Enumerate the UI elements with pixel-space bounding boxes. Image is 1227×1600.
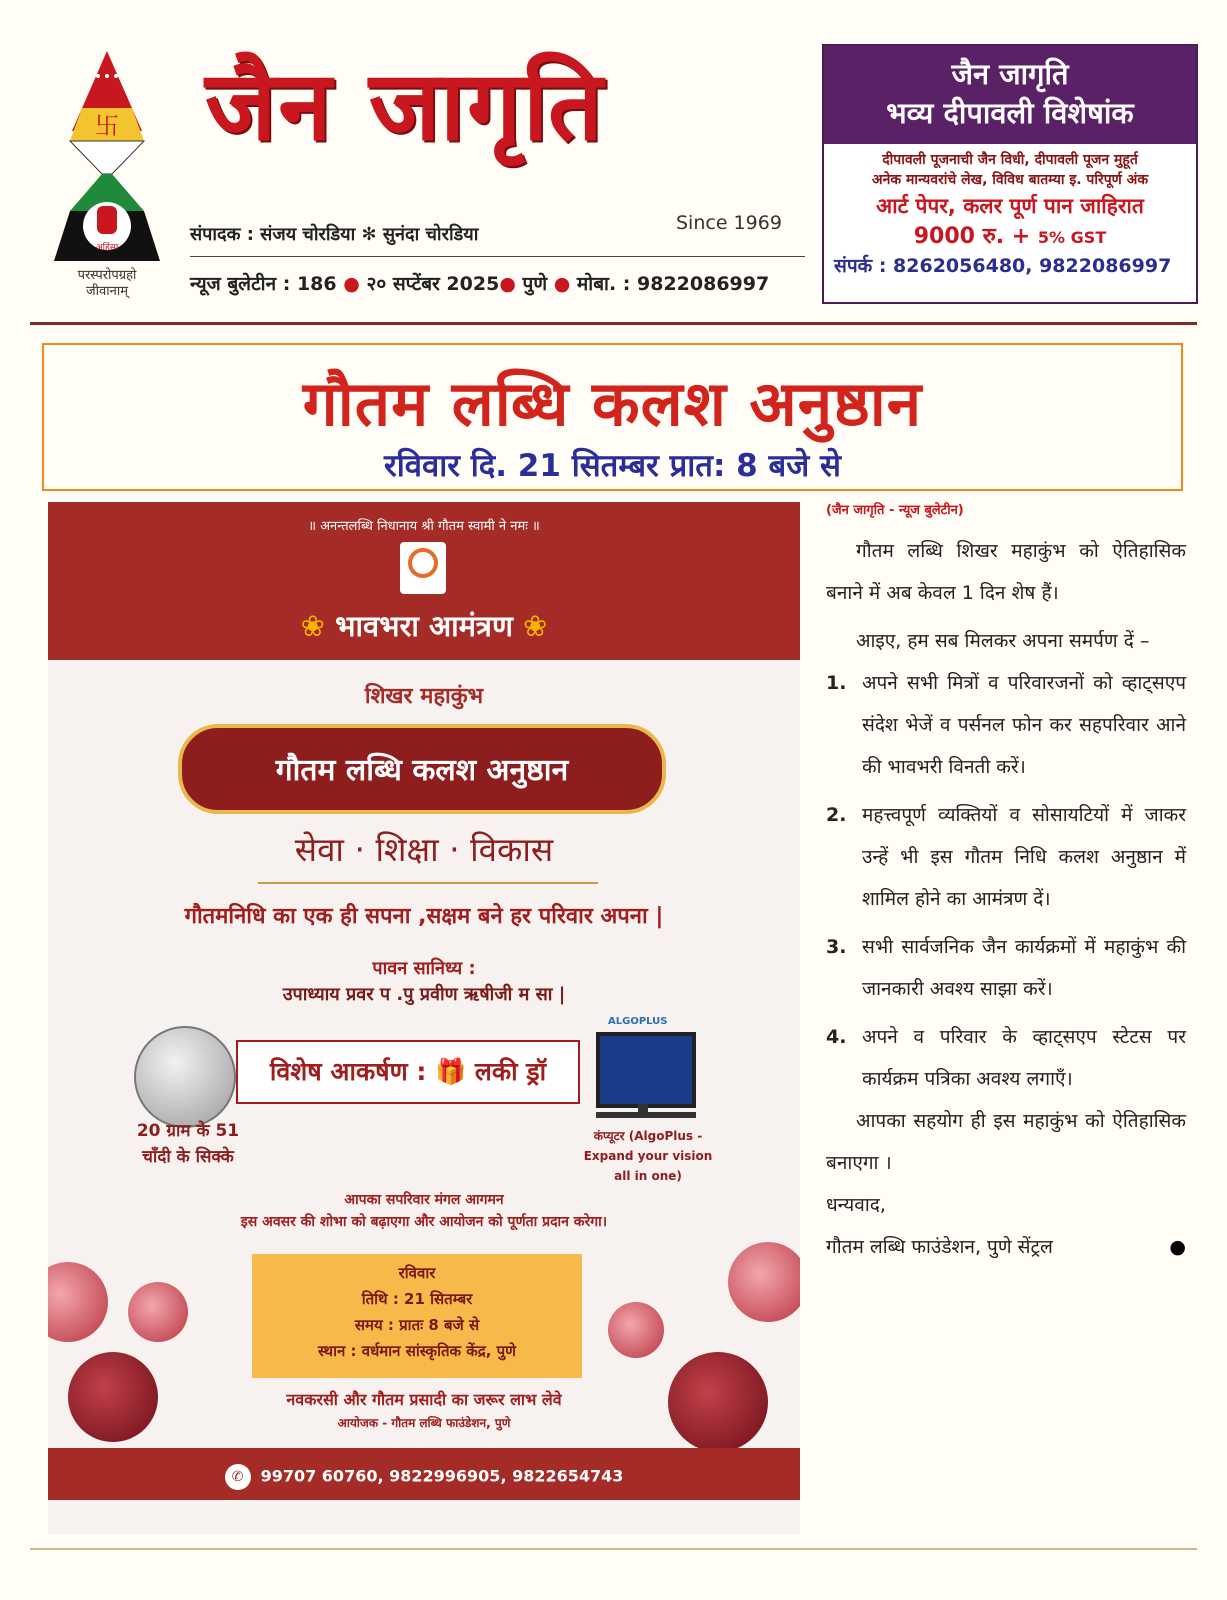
flower-icon: ❀ bbox=[300, 609, 325, 643]
card-mangal-line2: इस अवसर की शोभा को बढ़ाएगा और आयोजन को पूर्णता प्रदान करेगा। bbox=[240, 1214, 608, 1230]
ad-gst: 5% GST bbox=[1037, 228, 1107, 247]
card-pavan-label: पावन सानिध्य : bbox=[372, 958, 476, 979]
ad-header bbox=[824, 46, 1196, 144]
list-item-number: 2. bbox=[826, 804, 847, 826]
list-item-text: अपने व परिवार के व्हाट्सएप स्टेटस पर कार्यक्रम पत्रिका अवश्य लगाएँ। bbox=[862, 1026, 1186, 1090]
rose-decoration bbox=[48, 1262, 108, 1342]
list-item-text: सभी सार्वजनिक जैन कार्यक्रमों में महाकुंभ की जानकारी अवश्य साझा करें। bbox=[862, 936, 1186, 1000]
list-item bbox=[826, 662, 1186, 788]
card-phones bbox=[48, 1464, 800, 1490]
article-source: (जैन जागृति - न्यूज बुलेटीन) bbox=[826, 503, 964, 518]
event-logo bbox=[400, 542, 446, 594]
emblem-motto-line1: परस्परोपग्रहो bbox=[77, 268, 137, 283]
computer-caption-line2: Expand your vision bbox=[583, 1149, 713, 1163]
computer-caption bbox=[568, 1126, 728, 1186]
coin-caption bbox=[98, 1118, 278, 1170]
article-paragraph: आपका सहयोग ही इस महाकुंभ को ऐतिहासिक बनाएगा । bbox=[826, 1110, 1186, 1174]
article-signature-text: गौतम लब्धि फाउंडेशन, पुणे सेंट्रल bbox=[826, 1236, 1053, 1258]
article-steps bbox=[826, 662, 1186, 1100]
event-day: रविवार bbox=[398, 1264, 436, 1282]
computer-icon bbox=[596, 1032, 696, 1108]
editors-line: संपादक : संजय चोरडिया ✻ सुनंदा चोरडिया bbox=[190, 224, 479, 245]
article-paragraph: आइए, हम सब मिलकर अपना समर्पण दें – bbox=[856, 630, 1150, 652]
svg-text:卐: 卐 bbox=[95, 112, 119, 140]
bulletin-city: पुणे bbox=[522, 273, 548, 295]
card-shloka: ॥ अनन्तलब्धि निधानाय श्री गौतम स्वामी ने नमः ॥ bbox=[308, 519, 540, 534]
separator-dot: ● bbox=[553, 273, 571, 295]
card-motto: सेवा · शिक्षा · विकास bbox=[294, 830, 554, 869]
event-place: स्थान : वर्धमान सांस्कृतिक केंद्र, पुणे bbox=[317, 1342, 517, 1360]
diwali-ad-box bbox=[822, 44, 1198, 304]
ad-price-value: 9000 रु. + bbox=[913, 224, 1031, 249]
bulletin-info bbox=[190, 270, 769, 296]
ad-title1: जैन जागृति bbox=[951, 57, 1069, 91]
bulletin-date: २० सप्टेंबर 2025 bbox=[366, 273, 500, 295]
coin-caption-line2: चाँदी के सिक्के bbox=[142, 1147, 234, 1167]
headline-subtitle: रविवार दि. 21 सितम्बर प्रात: 8 बजे से bbox=[384, 448, 841, 484]
list-item-number: 4. bbox=[826, 1026, 847, 1048]
ad-line1: दीपावली पूजनाची जैन विधी, दीपावली पूजन मुहूर्त bbox=[882, 152, 1138, 168]
ad-contact: संपर्क : 8262056480, 9822086997 bbox=[834, 255, 1172, 277]
list-item-number: 3. bbox=[826, 936, 847, 958]
flower-icon: ❀ bbox=[523, 609, 548, 643]
jain-emblem bbox=[52, 46, 162, 296]
invitation-card bbox=[48, 502, 800, 1534]
rose-decoration bbox=[728, 1242, 800, 1322]
card-organizer: आयोजक - गौतम लब्धि फाउंडेशन, पुणे bbox=[337, 1416, 511, 1430]
list-item bbox=[826, 1016, 1186, 1100]
card-aamantran-text: भावभरा आमंत्रण bbox=[335, 609, 513, 643]
computer-caption-line3: all in one) bbox=[614, 1169, 682, 1183]
silver-coin-icon bbox=[134, 1026, 236, 1128]
ad-line3: आर्ट पेपर, कलर पूर्ण पान जाहिरात bbox=[876, 194, 1144, 218]
card-navkarsi: नवकरसी और गौतम प्रसादी का जरूर लाभ लेवे bbox=[286, 1390, 562, 1409]
card-title: गौतम लब्धि कलश अनुष्ठान bbox=[275, 753, 569, 788]
since-year: Since 1969 bbox=[676, 212, 782, 234]
card-shikhar: शिखर महाकुंभ bbox=[364, 684, 484, 709]
computer-caption-line1: कंप्यूटर (AlgoPlus - bbox=[593, 1129, 703, 1143]
ornament-divider bbox=[258, 882, 598, 884]
separator-dot: ● bbox=[499, 273, 516, 295]
rose-decoration bbox=[608, 1302, 664, 1358]
bulletin-mobile: मोबा. : 9822086997 bbox=[576, 273, 770, 295]
card-phone-numbers: 99707 60760, 9822996905, 9822654743 bbox=[260, 1466, 624, 1486]
article-column bbox=[826, 500, 1186, 1268]
masthead-divider bbox=[30, 322, 1197, 325]
event-date: तिथि : 21 सितम्बर bbox=[361, 1290, 473, 1308]
card-aamantran bbox=[48, 606, 800, 645]
list-item bbox=[826, 794, 1186, 920]
card-upadhyay: उपाध्याय प्रवर प .पु प्रवीण ऋषीजी म सा | bbox=[282, 984, 566, 1005]
end-mark: ● bbox=[1169, 1236, 1186, 1258]
separator-dot: ● bbox=[343, 273, 360, 295]
ad-price bbox=[824, 220, 1196, 250]
list-item bbox=[826, 926, 1186, 1010]
card-mangal-line1: आपका सपरिवार मंगल आगमन bbox=[344, 1192, 504, 1208]
article-paragraph: गौतम लब्धि शिखर महाकुंभ को ऐतिहासिक बनाने में अब केवल 1 दिन शेष हैं। bbox=[826, 540, 1186, 604]
keyboard-icon bbox=[596, 1112, 696, 1118]
event-time: समय : प्रातः 8 बजे से bbox=[354, 1316, 480, 1334]
rose-decoration bbox=[128, 1282, 188, 1342]
list-item-number: 1. bbox=[826, 672, 847, 694]
algoplus-logo: ALGOPLUS bbox=[608, 1016, 668, 1027]
article-thanks: धन्यवाद, bbox=[826, 1194, 886, 1216]
article-signature bbox=[826, 1226, 1186, 1268]
list-item-text: अपने सभी मित्रों व परिवारजनों को व्हाट्सएप संदेश भेजें व पर्सनल फोन कर सहपरिवार आने की भावभरी विनती करें। bbox=[862, 672, 1186, 778]
emblem-motto-line2: जीवानाम् bbox=[86, 284, 128, 299]
ad-line2: अनेक मान्यवरांचे लेख, विविध बातम्या इ. परिपूर्ण अंक bbox=[871, 172, 1149, 188]
editor-rule bbox=[190, 256, 805, 257]
card-slogan: गौतमनिधि का एक ही सपना ,सक्षम बने हर परिवार अपना | bbox=[184, 904, 664, 929]
bottom-rule bbox=[30, 1548, 1197, 1550]
phone-icon: ✆ bbox=[225, 1464, 251, 1490]
lucky-draw-text: विशेष आकर्षण : 🎁 लकी ड्रॉ bbox=[269, 1057, 547, 1086]
emblem-motto bbox=[52, 268, 162, 300]
event-logo-icon bbox=[408, 548, 438, 578]
event-details bbox=[252, 1260, 582, 1364]
ad-title2: भव्य दीपावली विशेषांक bbox=[886, 96, 1134, 130]
newspaper-logo: जैन जागृति bbox=[205, 49, 605, 162]
list-item-text: महत्त्वपूर्ण व्यक्तियों व सोसायटियों में जाकर उन्हें भी इस गौतम निधि कलश अनुष्ठान में शामिल होने का आमंत्रण दें। bbox=[862, 804, 1186, 910]
headline-title: गौतम लब्धि कलश अनुष्ठान bbox=[302, 367, 923, 440]
emblem-label: अहिंसा bbox=[95, 243, 119, 253]
coin-caption-line1: 20 ग्राम के 51 bbox=[136, 1121, 240, 1141]
bulletin-number: न्यूज बुलेटीन : 186 bbox=[190, 273, 337, 295]
